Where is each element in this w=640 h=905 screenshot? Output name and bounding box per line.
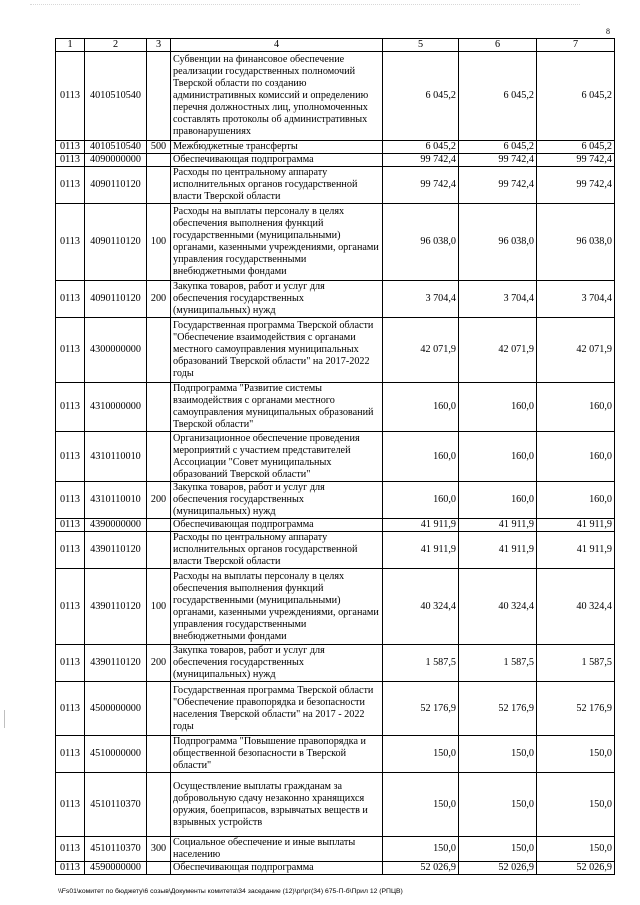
- expense-type: [147, 52, 171, 141]
- section-code: 0113: [56, 167, 85, 204]
- expense-type: [147, 862, 171, 875]
- item-name: Расходы по центральному аппарату исполнительных органов государственной власти Тверской области: [171, 167, 383, 204]
- expense-type: [147, 154, 171, 167]
- table-row: [56, 52, 615, 141]
- amount-col-5: 41 911,9: [383, 532, 459, 569]
- target-article: 4090110120: [85, 281, 147, 318]
- target-article: 4500000000: [85, 682, 147, 736]
- scan-artifact-line: [30, 4, 580, 7]
- item-name: Организационное обеспечение проведения мероприятий с участием представителей Ассоциации "Совет муниципальных образований Тверской области": [171, 432, 383, 482]
- table-row: [56, 432, 615, 482]
- section-code: 0113: [56, 773, 85, 837]
- section-code: 0113: [56, 736, 85, 773]
- item-name: Субвенции на финансовое обеспечение реализации государственных полномочий Тверской области по созданию административных комиссий и определению перечня должностных лиц, уполномоченных составлять протоколы об административных правонарушениях: [171, 52, 383, 141]
- section-code: 0113: [56, 154, 85, 167]
- target-article: 4590000000: [85, 862, 147, 875]
- header-col-4: 4: [171, 39, 383, 52]
- item-name: Закупка товаров, работ и услуг для обеспечения государственных (муниципальных) нужд: [171, 281, 383, 318]
- item-name: Подпрограмма "Развитие системы взаимодействия с органами местного самоуправления муниципальных образований Тверской области": [171, 383, 383, 432]
- amount-col-6: 99 742,4: [459, 154, 537, 167]
- section-code: 0113: [56, 862, 85, 875]
- page-number: 8: [606, 27, 610, 36]
- section-code: 0113: [56, 52, 85, 141]
- table-row: [56, 773, 615, 837]
- item-name: Государственная программа Тверской области "Обеспечение взаимодействия с органами местного самоуправления муниципальных образований Тверской области" на 2017-2022 годы: [171, 318, 383, 383]
- scan-artifact-mark: [4, 710, 5, 728]
- target-article: 4310110010: [85, 432, 147, 482]
- table-row: [56, 837, 615, 862]
- table-row: [56, 682, 615, 736]
- amount-col-5: 150,0: [383, 736, 459, 773]
- table-header-row: [56, 39, 615, 52]
- header-col-2: 2: [85, 39, 147, 52]
- section-code: 0113: [56, 532, 85, 569]
- table-row: [56, 204, 615, 281]
- amount-col-7: 160,0: [537, 383, 615, 432]
- amount-col-5: 52 176,9: [383, 682, 459, 736]
- table-row: [56, 862, 615, 875]
- item-name: Осуществление выплаты гражданам за добровольную сдачу незаконно хранящихся оружия, боеприпасов, взрывчатых веществ и взрывных устройств: [171, 773, 383, 837]
- table-row: [56, 141, 615, 154]
- section-code: 0113: [56, 141, 85, 154]
- item-name: Расходы по центральному аппарату исполнительных органов государственной власти Тверской области: [171, 532, 383, 569]
- amount-col-5: 6 045,2: [383, 52, 459, 141]
- table-row: [56, 482, 615, 519]
- amount-col-6: 40 324,4: [459, 569, 537, 645]
- expense-type: [147, 682, 171, 736]
- section-code: 0113: [56, 383, 85, 432]
- table-body: [56, 52, 615, 875]
- amount-col-5: 150,0: [383, 773, 459, 837]
- amount-col-5: 99 742,4: [383, 154, 459, 167]
- section-code: 0113: [56, 204, 85, 281]
- amount-col-7: 150,0: [537, 837, 615, 862]
- amount-col-6: 3 704,4: [459, 281, 537, 318]
- expense-type: [147, 432, 171, 482]
- item-name: Закупка товаров, работ и услуг для обеспечения государственных (муниципальных) нужд: [171, 645, 383, 682]
- amount-col-5: 3 704,4: [383, 281, 459, 318]
- expense-type: 200: [147, 281, 171, 318]
- item-name: Государственная программа Тверской области "Обеспечение правопорядка и безопасности населения Тверской области" на 2017 - 2022 годы: [171, 682, 383, 736]
- amount-col-7: 6 045,2: [537, 52, 615, 141]
- amount-col-5: 160,0: [383, 432, 459, 482]
- table-row: [56, 519, 615, 532]
- amount-col-5: 40 324,4: [383, 569, 459, 645]
- amount-col-6: 160,0: [459, 482, 537, 519]
- target-article: 4010510540: [85, 141, 147, 154]
- target-article: 4510110370: [85, 837, 147, 862]
- amount-col-7: 1 587,5: [537, 645, 615, 682]
- target-article: 4510110370: [85, 773, 147, 837]
- amount-col-6: 160,0: [459, 432, 537, 482]
- expense-type: 200: [147, 482, 171, 519]
- target-article: 4300000000: [85, 318, 147, 383]
- amount-col-7: 42 071,9: [537, 318, 615, 383]
- amount-col-5: 6 045,2: [383, 141, 459, 154]
- item-name: Социальное обеспечение и иные выплаты населению: [171, 837, 383, 862]
- amount-col-5: 150,0: [383, 837, 459, 862]
- amount-col-6: 150,0: [459, 837, 537, 862]
- table-row: [56, 281, 615, 318]
- amount-col-6: 160,0: [459, 383, 537, 432]
- target-article: 4310110010: [85, 482, 147, 519]
- item-name: Закупка товаров, работ и услуг для обеспечения государственных (муниципальных) нужд: [171, 482, 383, 519]
- target-article: 4310000000: [85, 383, 147, 432]
- target-article: 4390110120: [85, 532, 147, 569]
- amount-col-5: 99 742,4: [383, 167, 459, 204]
- expense-type: 100: [147, 204, 171, 281]
- amount-col-5: 160,0: [383, 482, 459, 519]
- amount-col-6: 52 176,9: [459, 682, 537, 736]
- amount-col-7: 99 742,4: [537, 154, 615, 167]
- table-row: [56, 154, 615, 167]
- item-name: Обеспечивающая подпрограмма: [171, 154, 383, 167]
- header-col-1: 1: [56, 39, 85, 52]
- amount-col-7: 99 742,4: [537, 167, 615, 204]
- amount-col-7: 41 911,9: [537, 519, 615, 532]
- section-code: 0113: [56, 482, 85, 519]
- header-col-3: 3: [147, 39, 171, 52]
- budget-table: [55, 38, 615, 875]
- target-article: 4390110120: [85, 645, 147, 682]
- amount-col-6: 41 911,9: [459, 532, 537, 569]
- amount-col-7: 41 911,9: [537, 532, 615, 569]
- expense-type: 300: [147, 837, 171, 862]
- amount-col-7: 52 026,9: [537, 862, 615, 875]
- section-code: 0113: [56, 645, 85, 682]
- amount-col-6: 42 071,9: [459, 318, 537, 383]
- amount-col-5: 41 911,9: [383, 519, 459, 532]
- expense-type: [147, 318, 171, 383]
- item-name: Обеспечивающая подпрограмма: [171, 862, 383, 875]
- expense-type: 500: [147, 141, 171, 154]
- item-name: Расходы на выплаты персоналу в целях обеспечения выполнения функций государственными (муниципальными) органами, казенными учреждениями, органами управления государственными внебюджетными фондами: [171, 569, 383, 645]
- amount-col-6: 150,0: [459, 773, 537, 837]
- expense-type: [147, 519, 171, 532]
- expense-type: [147, 773, 171, 837]
- section-code: 0113: [56, 432, 85, 482]
- amount-col-7: 150,0: [537, 736, 615, 773]
- expense-type: [147, 532, 171, 569]
- section-code: 0113: [56, 682, 85, 736]
- amount-col-6: 96 038,0: [459, 204, 537, 281]
- footer-file-path: \\Fs01\комитет по бюджету\6 созыв\Документы комитета\34 заседание (12)\рг\рг(34) 675-П-б\Прил 12 (РПЦВ): [58, 888, 403, 895]
- section-code: 0113: [56, 281, 85, 318]
- expense-type: [147, 167, 171, 204]
- amount-col-7: 150,0: [537, 773, 615, 837]
- section-code: 0113: [56, 318, 85, 383]
- item-name: Подпрограмма "Повышение правопорядка и общественной безопасности в Тверской области": [171, 736, 383, 773]
- amount-col-6: 41 911,9: [459, 519, 537, 532]
- amount-col-5: 160,0: [383, 383, 459, 432]
- section-code: 0113: [56, 837, 85, 862]
- target-article: 4090110120: [85, 167, 147, 204]
- amount-col-5: 1 587,5: [383, 645, 459, 682]
- expense-type: 100: [147, 569, 171, 645]
- amount-col-6: 99 742,4: [459, 167, 537, 204]
- amount-col-6: 6 045,2: [459, 141, 537, 154]
- amount-col-7: 160,0: [537, 482, 615, 519]
- amount-col-7: 6 045,2: [537, 141, 615, 154]
- amount-col-7: 3 704,4: [537, 281, 615, 318]
- expense-type: [147, 383, 171, 432]
- item-name: Межбюджетные трансферты: [171, 141, 383, 154]
- table-row: [56, 167, 615, 204]
- amount-col-7: 160,0: [537, 432, 615, 482]
- item-name: Обеспечивающая подпрограмма: [171, 519, 383, 532]
- amount-col-6: 1 587,5: [459, 645, 537, 682]
- table-row: [56, 736, 615, 773]
- expense-type: [147, 736, 171, 773]
- target-article: 4390000000: [85, 519, 147, 532]
- item-name: Расходы на выплаты персоналу в целях обеспечения выполнения функций государственными (муниципальными) органами, казенными учреждениями, органами управления государственными внебюджетными фондами: [171, 204, 383, 281]
- table-row: [56, 569, 615, 645]
- amount-col-6: 6 045,2: [459, 52, 537, 141]
- target-article: 4510000000: [85, 736, 147, 773]
- target-article: 4090000000: [85, 154, 147, 167]
- amount-col-5: 52 026,9: [383, 862, 459, 875]
- amount-col-7: 40 324,4: [537, 569, 615, 645]
- section-code: 0113: [56, 519, 85, 532]
- header-col-7: 7: [537, 39, 615, 52]
- amount-col-7: 96 038,0: [537, 204, 615, 281]
- table-row: [56, 383, 615, 432]
- amount-col-6: 52 026,9: [459, 862, 537, 875]
- table-row: [56, 532, 615, 569]
- table-row: [56, 318, 615, 383]
- expense-type: 200: [147, 645, 171, 682]
- target-article: 4390110120: [85, 569, 147, 645]
- amount-col-7: 52 176,9: [537, 682, 615, 736]
- amount-col-6: 150,0: [459, 736, 537, 773]
- amount-col-5: 42 071,9: [383, 318, 459, 383]
- target-article: 4090110120: [85, 204, 147, 281]
- target-article: 4010510540: [85, 52, 147, 141]
- section-code: 0113: [56, 569, 85, 645]
- header-col-6: 6: [459, 39, 537, 52]
- table-row: [56, 645, 615, 682]
- header-col-5: 5: [383, 39, 459, 52]
- amount-col-5: 96 038,0: [383, 204, 459, 281]
